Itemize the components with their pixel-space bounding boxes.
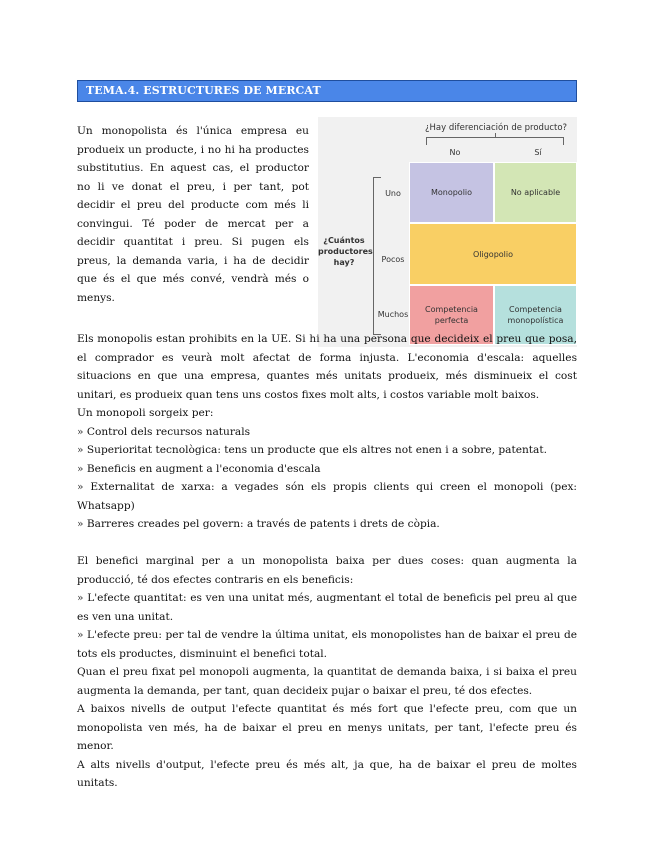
- bullet-arrow-icon: »: [77, 425, 84, 438]
- list-item: » Superioritat tecnològica: tens un producte que els altres not enen i a sobre, patentat.: [77, 444, 547, 456]
- cell-monopolio: Monopolio: [409, 162, 494, 223]
- list-item: » Barreres creades pel govern: a través de patents i drets de còpia.: [77, 518, 440, 530]
- bullet-arrow-icon: »: [77, 444, 84, 456]
- list-item: » Beneficis en augment a l'economia d'escala: [77, 462, 321, 475]
- paragraph-alts-nivells: A alts nivells d'output, l'efecte preu és més alt, ja que, ha de baixar el preu de moltes unitats.: [77, 758, 577, 789]
- column-label-si: Sí: [534, 148, 542, 157]
- bullet-arrow-icon: »: [77, 462, 84, 475]
- figure-left-question: ¿Cuántos productores hay?: [318, 236, 373, 267]
- bullet-arrow-icon: »: [77, 518, 84, 530]
- intro-paragraph: Un monopolista és l'única empresa eu produeix un producte, i no hi ha productes substitutius. En aquest cas, el productor no li ve donat el preu, i per tant, pot decidir el preu del producte com més li convingui. Té poder de mercat per a decidir quantitat i preu. Si pugen els preus, la demanda varia, i ha de decidir que és el que més convé, vendrà més o menys.: [77, 125, 309, 304]
- top-brace: [426, 137, 564, 145]
- cell-no-aplicable: No aplicable: [494, 162, 577, 223]
- bullet-arrow-icon: »: [77, 629, 84, 641]
- list-item: » Control dels recursos naturals: [77, 425, 251, 438]
- effect-quantity: » L'efecte quantitat: es ven una unitat més, augmentant el total de beneficis pel preu al que es ven una unitat.: [77, 592, 577, 623]
- section-header: TEMA.4. ESTRUCTURES DE MERCAT: [77, 80, 577, 102]
- market-structure-figure: [318, 117, 577, 347]
- row-label-pocos: Pocos: [381, 255, 405, 264]
- cell-competencia-perfecta: Competencia perfecta: [409, 285, 494, 345]
- paragraph-monopolis-prohibits: Els monopolis estan prohibits en la UE. Si hi ha una persona que decideix el preu que posa, el comprador es veurà molt afectat de forma injusta. L'economia d'escala: aquelles situacions en que una empresa, quantes més unitats produeix, més disminueix el cost unitari, es produeix quan tens uns costos fixes molt alts, i costos variable molt baixos.: [77, 333, 577, 401]
- bullet-arrow-icon: »: [77, 481, 84, 493]
- paragraph-sorgeix-per: Un monopoli sorgeix per:: [77, 407, 214, 419]
- cell-oligopolio: Oligopolio: [409, 223, 577, 285]
- row-label-muchos: Muchos: [377, 310, 409, 319]
- row-label-uno: Uno: [385, 189, 401, 198]
- cause-list: [77, 423, 577, 534]
- effect-price: » L'efecte preu: per tal de vendre la última unitat, els monopolistes han de baixar el preu de tots els productes, disminuint el benefici total.: [77, 629, 577, 660]
- paragraph-baixos-nivells: A baixos nivells de output l'efecte quantitat és més fort que l'efecte preu, com que un monopolista ven més, ha de baixar el preu en menys unitats, per tant, l'efecte preu és menor.: [77, 703, 577, 752]
- figure-top-question: ¿Hay diferenciación de producto?: [425, 123, 568, 133]
- figure-grid: [409, 162, 577, 345]
- paragraph-preu-fixat: Quan el preu fixat pel monopoli augmenta, la quantitat de demanda baixa, i si baixa el preu augmenta la demanda, per tant, quan decideix pujar o baixar el preu, té dos efectes.: [77, 666, 577, 697]
- column-label-no: No: [449, 148, 461, 157]
- list-item: » Externalitat de xarxa: a vegades són els propis clients qui creen el monopoli (pex: Whatsapp): [77, 481, 578, 512]
- paragraph-benefici-marginal: El benefici marginal per a un monopolista baixa per dues coses: quan augmenta la producció, té dos efectes contraris en els beneficis:: [77, 555, 577, 586]
- cell-competencia-monopolistica: Competencia monopolística: [494, 285, 577, 345]
- bullet-arrow-icon: »: [77, 592, 84, 604]
- body-text: [77, 330, 577, 793]
